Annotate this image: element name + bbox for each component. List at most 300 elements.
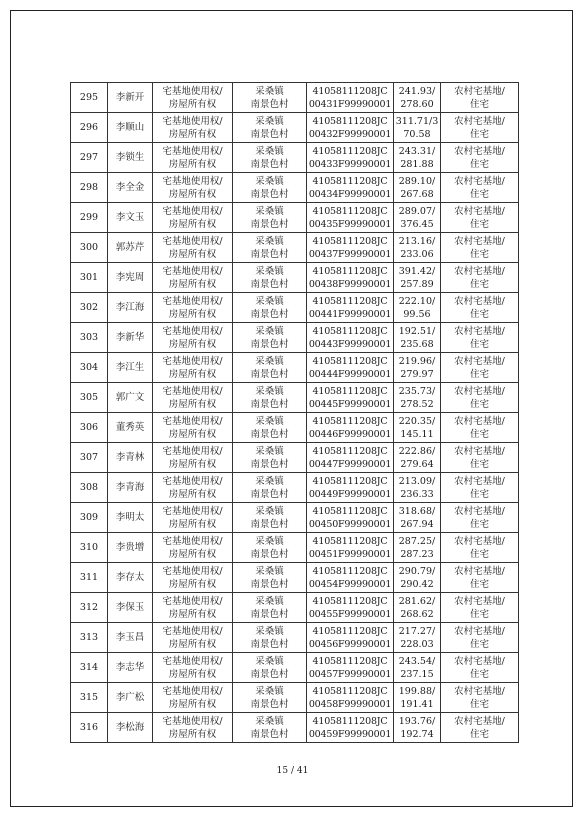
land-use-line-2: 住宅 [469, 578, 489, 590]
row-number-cell [71, 83, 108, 113]
table-row [71, 443, 519, 473]
row-number: 314 [79, 662, 99, 673]
land-use-cell [441, 293, 519, 323]
land-use-line-2: 住宅 [469, 548, 489, 560]
area-line-2: 278.60 [400, 98, 434, 110]
row-number-cell [71, 503, 108, 533]
owner-name-cell [108, 473, 153, 503]
owner-name: 李玉昌 [115, 632, 145, 643]
location-line-1: 采桑镇 [255, 475, 284, 487]
table-row [71, 83, 519, 113]
location-cell [233, 593, 307, 623]
row-number-cell [71, 473, 108, 503]
location-line-1: 采桑镇 [255, 715, 284, 727]
right-type-cell [153, 293, 233, 323]
land-use-line-2: 住宅 [469, 368, 489, 380]
location-line-1: 采桑镇 [255, 145, 284, 157]
area-line-1: 192.51/ [398, 325, 436, 337]
right-type-line-1: 宅基地使用权/ [162, 295, 223, 307]
location-cell [233, 503, 307, 533]
parcel-code-line-1: 41058111208JC [312, 355, 388, 367]
row-number-cell [71, 443, 108, 473]
right-type-line-2: 房屋所有权 [168, 488, 217, 500]
row-number: 298 [79, 182, 99, 193]
location-line-1: 采桑镇 [255, 505, 284, 517]
right-type-line-2: 房屋所有权 [168, 518, 217, 530]
right-type-line-1: 宅基地使用权/ [162, 115, 223, 127]
owner-name: 郭苏芹 [115, 242, 145, 253]
row-number: 316 [79, 722, 99, 733]
owner-name-cell [108, 503, 153, 533]
right-type-cell [153, 383, 233, 413]
area-line-2: 278.52 [400, 398, 434, 410]
land-use-cell [441, 623, 519, 653]
location-cell [233, 113, 307, 143]
land-use-cell [441, 503, 519, 533]
area-line-1: 241.93/ [398, 85, 436, 97]
parcel-code-line-2: 00432F99990001 [308, 128, 392, 140]
parcel-code-line-2: 00451F99990001 [308, 548, 392, 560]
location-cell [233, 323, 307, 353]
parcel-code-line-1: 41058111208JC [312, 265, 388, 277]
location-line-2: 南景色村 [250, 728, 289, 740]
right-type-line-1: 宅基地使用权/ [162, 355, 223, 367]
location-cell [233, 533, 307, 563]
owner-name: 李全金 [115, 182, 145, 193]
table-row [71, 173, 519, 203]
owner-name: 李新开 [115, 92, 145, 103]
land-use-line-2: 住宅 [469, 608, 489, 620]
table-row [71, 593, 519, 623]
right-type-cell [153, 683, 233, 713]
owner-name-cell [108, 173, 153, 203]
parcel-code-line-2: 00454F99990001 [308, 578, 392, 590]
land-use-line-1: 农村宅基地/ [454, 625, 505, 637]
parcel-code-cell [307, 83, 394, 113]
parcel-code-cell [307, 623, 394, 653]
owner-name-cell [108, 353, 153, 383]
right-type-cell [153, 533, 233, 563]
area-cell [394, 683, 441, 713]
row-number-cell [71, 143, 108, 173]
row-number: 309 [79, 512, 99, 523]
owner-name-cell [108, 113, 153, 143]
land-use-line-2: 住宅 [469, 518, 489, 530]
location-line-1: 采桑镇 [255, 565, 284, 577]
area-line-2: 376.45 [400, 218, 434, 230]
table-row [71, 203, 519, 233]
location-cell [233, 563, 307, 593]
right-type-line-1: 宅基地使用权/ [162, 205, 223, 217]
area-line-1: 243.54/ [398, 655, 436, 667]
row-number: 302 [79, 302, 99, 313]
parcel-code-cell [307, 353, 394, 383]
location-line-1: 采桑镇 [255, 175, 284, 187]
right-type-cell [153, 713, 233, 743]
row-number: 305 [79, 392, 99, 403]
land-use-line-1: 农村宅基地/ [454, 565, 505, 577]
row-number: 295 [79, 92, 99, 103]
area-cell [394, 143, 441, 173]
row-number: 308 [79, 482, 99, 493]
area-cell [394, 503, 441, 533]
parcel-code-line-1: 41058111208JC [312, 715, 388, 727]
row-number: 312 [79, 602, 99, 613]
owner-name-cell [108, 713, 153, 743]
owner-name: 李存太 [115, 572, 145, 583]
area-line-2: 287.23 [400, 548, 434, 560]
area-line-2: 70.58 [403, 128, 431, 140]
land-use-line-2: 住宅 [469, 308, 489, 320]
location-line-2: 南景色村 [250, 668, 289, 680]
owner-name: 李江海 [115, 302, 145, 313]
row-number-cell [71, 653, 108, 683]
parcel-code-line-2: 00459F99990001 [308, 728, 392, 740]
parcel-code-line-1: 41058111208JC [312, 325, 388, 337]
parcel-code-cell [307, 263, 394, 293]
parcel-code-line-2: 00455F99990001 [308, 608, 392, 620]
location-cell [233, 623, 307, 653]
land-use-line-1: 农村宅基地/ [454, 205, 505, 217]
area-cell [394, 533, 441, 563]
right-type-line-2: 房屋所有权 [168, 338, 217, 350]
row-number: 311 [79, 572, 99, 583]
location-line-2: 南景色村 [250, 458, 289, 470]
parcel-code-line-2: 00434F99990001 [308, 188, 392, 200]
parcel-code-line-2: 00438F99990001 [308, 278, 392, 290]
area-line-2: 279.64 [400, 458, 434, 470]
owner-name-cell [108, 683, 153, 713]
parcel-code-line-1: 41058111208JC [312, 475, 388, 487]
parcel-code-line-1: 41058111208JC [312, 595, 388, 607]
table-row [71, 653, 519, 683]
table-row [71, 563, 519, 593]
parcel-code-line-1: 41058111208JC [312, 565, 388, 577]
parcel-code-cell [307, 113, 394, 143]
right-type-cell [153, 413, 233, 443]
right-type-cell [153, 503, 233, 533]
right-type-cell [153, 443, 233, 473]
parcel-code-cell [307, 593, 394, 623]
row-number: 300 [79, 242, 99, 253]
row-number-cell [71, 713, 108, 743]
land-use-line-1: 农村宅基地/ [454, 235, 505, 247]
area-line-1: 311.71/3 [395, 115, 439, 127]
owner-name-cell [108, 653, 153, 683]
location-line-1: 采桑镇 [255, 385, 284, 397]
area-line-2: 235.68 [400, 338, 434, 350]
right-type-line-2: 房屋所有权 [168, 578, 217, 590]
right-type-line-2: 房屋所有权 [168, 158, 217, 170]
right-type-cell [153, 623, 233, 653]
right-type-line-1: 宅基地使用权/ [162, 595, 223, 607]
land-use-line-1: 农村宅基地/ [454, 175, 505, 187]
area-line-2: 233.06 [400, 248, 434, 260]
land-use-cell [441, 203, 519, 233]
area-cell [394, 203, 441, 233]
row-number-cell [71, 203, 108, 233]
area-cell [394, 323, 441, 353]
area-line-2: 279.97 [400, 368, 434, 380]
land-use-cell [441, 113, 519, 143]
land-use-cell [441, 233, 519, 263]
right-type-cell [153, 233, 233, 263]
land-use-line-1: 农村宅基地/ [454, 355, 505, 367]
owner-name-cell [108, 533, 153, 563]
land-use-line-2: 住宅 [469, 428, 489, 440]
location-line-2: 南景色村 [250, 278, 289, 290]
table-row [71, 263, 519, 293]
right-type-line-2: 房屋所有权 [168, 98, 217, 110]
area-line-2: 99.56 [403, 308, 431, 320]
location-line-1: 采桑镇 [255, 205, 284, 217]
owner-name-cell [108, 293, 153, 323]
area-line-1: 193.76/ [398, 715, 436, 727]
parcel-code-line-1: 41058111208JC [312, 205, 388, 217]
right-type-cell [153, 653, 233, 683]
right-type-line-2: 房屋所有权 [168, 728, 217, 740]
owner-name-cell [108, 203, 153, 233]
right-type-cell [153, 263, 233, 293]
location-line-2: 南景色村 [250, 398, 289, 410]
table-row [71, 683, 519, 713]
right-type-line-2: 房屋所有权 [168, 698, 217, 710]
location-line-1: 采桑镇 [255, 325, 284, 337]
area-line-2: 257.89 [400, 278, 434, 290]
land-use-cell [441, 563, 519, 593]
location-line-1: 采桑镇 [255, 235, 284, 247]
parcel-code-line-1: 41058111208JC [312, 535, 388, 547]
right-type-line-2: 房屋所有权 [168, 458, 217, 470]
land-use-cell [441, 383, 519, 413]
table-row [71, 143, 519, 173]
table-row [71, 623, 519, 653]
parcel-code-cell [307, 683, 394, 713]
parcel-code-cell [307, 503, 394, 533]
land-use-cell [441, 683, 519, 713]
land-use-cell [441, 443, 519, 473]
land-use-cell [441, 83, 519, 113]
owner-name: 李松海 [115, 722, 145, 733]
area-cell [394, 113, 441, 143]
land-use-cell [441, 533, 519, 563]
area-line-2: 192.74 [400, 728, 434, 740]
parcel-code-cell [307, 323, 394, 353]
land-use-line-2: 住宅 [469, 158, 489, 170]
area-line-1: 220.35/ [398, 415, 436, 427]
land-use-line-2: 住宅 [469, 698, 489, 710]
right-type-line-1: 宅基地使用权/ [162, 145, 223, 157]
land-use-line-1: 农村宅基地/ [454, 655, 505, 667]
area-cell [394, 623, 441, 653]
parcel-code-cell [307, 653, 394, 683]
location-line-2: 南景色村 [250, 308, 289, 320]
land-use-line-2: 住宅 [469, 128, 489, 140]
row-number: 315 [79, 692, 99, 703]
row-number: 303 [79, 332, 99, 343]
location-line-2: 南景色村 [250, 428, 289, 440]
row-number: 297 [79, 152, 99, 163]
location-line-1: 采桑镇 [255, 265, 284, 277]
owner-name-cell [108, 263, 153, 293]
right-type-line-1: 宅基地使用权/ [162, 265, 223, 277]
parcel-code-cell [307, 293, 394, 323]
row-number-cell [71, 173, 108, 203]
location-line-2: 南景色村 [250, 518, 289, 530]
table-row [71, 293, 519, 323]
right-type-line-1: 宅基地使用权/ [162, 655, 223, 667]
location-line-2: 南景色村 [250, 128, 289, 140]
parcel-code-line-1: 41058111208JC [312, 85, 388, 97]
location-line-2: 南景色村 [250, 98, 289, 110]
row-number: 304 [79, 362, 99, 373]
area-line-1: 289.07/ [398, 205, 436, 217]
right-type-cell [153, 563, 233, 593]
right-type-cell [153, 173, 233, 203]
location-cell [233, 473, 307, 503]
land-use-line-2: 住宅 [469, 488, 489, 500]
area-line-1: 213.09/ [398, 475, 436, 487]
right-type-cell [153, 593, 233, 623]
table-row [71, 473, 519, 503]
owner-name: 李明太 [115, 512, 145, 523]
row-number: 307 [79, 452, 99, 463]
right-type-cell [153, 323, 233, 353]
area-cell [394, 383, 441, 413]
right-type-line-2: 房屋所有权 [168, 368, 217, 380]
parcel-code-line-2: 00437F99990001 [308, 248, 392, 260]
owner-name: 李文玉 [115, 212, 145, 223]
location-line-1: 采桑镇 [255, 115, 284, 127]
location-cell [233, 653, 307, 683]
row-number-cell [71, 683, 108, 713]
right-type-line-2: 房屋所有权 [168, 278, 217, 290]
parcel-code-cell [307, 173, 394, 203]
table-row [71, 323, 519, 353]
right-type-line-1: 宅基地使用权/ [162, 685, 223, 697]
records-table-body [71, 83, 519, 743]
right-type-cell [153, 83, 233, 113]
location-line-2: 南景色村 [250, 548, 289, 560]
parcel-code-line-1: 41058111208JC [312, 655, 388, 667]
owner-name: 李顺山 [115, 122, 145, 133]
area-cell [394, 443, 441, 473]
right-type-line-2: 房屋所有权 [168, 128, 217, 140]
land-use-line-1: 农村宅基地/ [454, 535, 505, 547]
right-type-line-2: 房屋所有权 [168, 608, 217, 620]
land-use-line-1: 农村宅基地/ [454, 325, 505, 337]
parcel-code-line-1: 41058111208JC [312, 235, 388, 247]
owner-name: 李青海 [115, 482, 145, 493]
area-cell [394, 473, 441, 503]
land-use-cell [441, 323, 519, 353]
parcel-code-line-2: 00444F99990001 [308, 368, 392, 380]
land-use-line-1: 农村宅基地/ [454, 595, 505, 607]
parcel-code-line-2: 00456F99990001 [308, 638, 392, 650]
location-line-2: 南景色村 [250, 608, 289, 620]
records-table [70, 82, 519, 743]
location-line-2: 南景色村 [250, 488, 289, 500]
area-cell [394, 173, 441, 203]
right-type-line-1: 宅基地使用权/ [162, 385, 223, 397]
parcel-code-line-1: 41058111208JC [312, 295, 388, 307]
right-type-line-2: 房屋所有权 [168, 548, 217, 560]
area-line-1: 217.27/ [398, 625, 436, 637]
right-type-line-2: 房屋所有权 [168, 638, 217, 650]
right-type-line-1: 宅基地使用权/ [162, 415, 223, 427]
area-line-2: 228.03 [400, 638, 434, 650]
location-line-1: 采桑镇 [255, 595, 284, 607]
owner-name-cell [108, 413, 153, 443]
land-use-line-1: 农村宅基地/ [454, 685, 505, 697]
table-row [71, 113, 519, 143]
land-use-line-1: 农村宅基地/ [454, 445, 505, 457]
right-type-line-1: 宅基地使用权/ [162, 175, 223, 187]
location-cell [233, 233, 307, 263]
location-line-2: 南景色村 [250, 248, 289, 260]
location-line-2: 南景色村 [250, 578, 289, 590]
area-line-1: 318.68/ [398, 505, 436, 517]
owner-name: 李青林 [115, 452, 145, 463]
parcel-code-cell [307, 443, 394, 473]
land-use-line-1: 农村宅基地/ [454, 85, 505, 97]
area-cell [394, 263, 441, 293]
parcel-code-cell [307, 713, 394, 743]
owner-name: 李贵增 [115, 542, 145, 553]
land-use-cell [441, 143, 519, 173]
area-line-1: 243.31/ [398, 145, 436, 157]
parcel-code-line-1: 41058111208JC [312, 115, 388, 127]
row-number-cell [71, 323, 108, 353]
parcel-code-line-1: 41058111208JC [312, 685, 388, 697]
owner-name: 李新华 [115, 332, 145, 343]
location-cell [233, 383, 307, 413]
land-use-cell [441, 593, 519, 623]
land-use-cell [441, 413, 519, 443]
right-type-line-1: 宅基地使用权/ [162, 475, 223, 487]
right-type-line-2: 房屋所有权 [168, 218, 217, 230]
area-line-2: 268.62 [400, 608, 434, 620]
area-cell [394, 83, 441, 113]
parcel-code-cell [307, 533, 394, 563]
parcel-code-cell [307, 473, 394, 503]
owner-name: 郭广文 [115, 392, 145, 403]
area-line-2: 281.88 [400, 158, 434, 170]
row-number-cell [71, 563, 108, 593]
parcel-code-line-2: 00450F99990001 [308, 518, 392, 530]
right-type-line-1: 宅基地使用权/ [162, 325, 223, 337]
owner-name-cell [108, 383, 153, 413]
area-line-1: 290.79/ [398, 565, 436, 577]
location-cell [233, 443, 307, 473]
area-cell [394, 653, 441, 683]
parcel-code-cell [307, 383, 394, 413]
location-line-2: 南景色村 [250, 218, 289, 230]
row-number: 313 [79, 632, 99, 643]
row-number: 306 [79, 422, 99, 433]
right-type-line-1: 宅基地使用权/ [162, 625, 223, 637]
owner-name-cell [108, 323, 153, 353]
area-cell [394, 593, 441, 623]
land-use-line-2: 住宅 [469, 188, 489, 200]
parcel-code-line-2: 00458F99990001 [308, 698, 392, 710]
parcel-code-line-1: 41058111208JC [312, 445, 388, 457]
row-number-cell [71, 413, 108, 443]
area-line-2: 237.15 [400, 668, 434, 680]
right-type-cell [153, 203, 233, 233]
parcel-code-line-2: 00447F99990001 [308, 458, 392, 470]
right-type-line-1: 宅基地使用权/ [162, 85, 223, 97]
